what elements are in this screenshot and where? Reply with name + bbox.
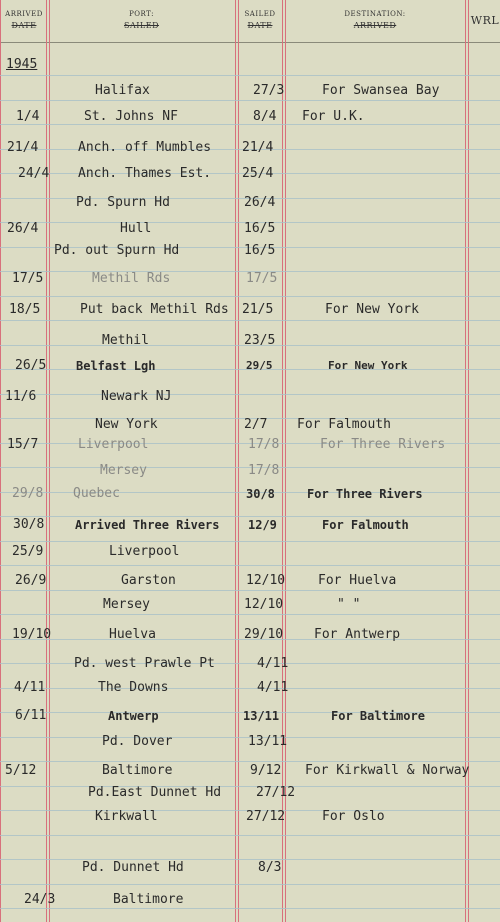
year-heading: 1945 (6, 57, 38, 72)
sailed-date-header (235, 0, 285, 42)
port-cell: Pd. out Spurn Hd (54, 243, 180, 258)
arrived-date-cell: 26/4 (7, 221, 39, 236)
port-cell: Antwerp (108, 709, 159, 723)
arrived-date-cell: 25/9 (12, 544, 44, 559)
arrived-dest-label: ARRIVED (353, 21, 397, 30)
sailed-date-cell: 13/11 (248, 734, 288, 749)
destination-header (285, 0, 465, 42)
port-cell: Halifax (95, 83, 150, 98)
port-cell: St. Johns NF (84, 109, 178, 124)
destination-cell: For New York (325, 302, 419, 317)
arrived-date-cell: 5/12 (5, 763, 37, 778)
sailed-date-cell: 27/3 (253, 83, 285, 98)
sailed-date-cell: 17/5 (246, 271, 278, 286)
date-header-label: DATE (11, 21, 37, 30)
arrived-date-header (0, 0, 48, 42)
port-cell: Hull (120, 221, 152, 236)
sailed-date-cell: 26/4 (244, 195, 276, 210)
ruled-line (0, 688, 500, 689)
port-cell: Anch. Thames Est. (78, 166, 212, 181)
ruled-line (0, 541, 500, 542)
wr-header-label: WRL (470, 14, 500, 27)
sailed-date-cell: 30/8 (246, 487, 275, 501)
port-cell: Put back Methil Rds (80, 302, 229, 317)
sailed-date-cell: 9/12 (250, 763, 282, 778)
column-rule (238, 0, 239, 922)
destination-cell: For Three Rivers (320, 437, 446, 452)
port-cell: Methil (102, 333, 149, 348)
port-cell: Belfast Lgh (76, 359, 156, 373)
port-cell: Pd. Spurn Hd (76, 195, 170, 210)
port-cell: Garston (121, 573, 176, 588)
destination-cell: For Falmouth (322, 518, 409, 532)
ruled-line (0, 516, 500, 517)
destination-cell: " " (337, 597, 361, 612)
sailed-date-cell: 8/3 (258, 860, 282, 875)
destination-cell: For Swansea Bay (322, 83, 440, 98)
ruled-line (0, 884, 500, 885)
sailed-date-cell: 29/5 (246, 359, 273, 372)
arrived-date-cell: 29/8 (12, 486, 44, 501)
port-cell: Methil Rds (92, 271, 171, 286)
arrived-date-cell: 24/3 (24, 892, 56, 907)
destination-cell: For Falmouth (297, 417, 391, 432)
port-cell: Arrived Three Rivers (75, 518, 220, 532)
wr-header (465, 0, 500, 42)
destination-cell: For Kirkwall & Norway (305, 763, 470, 778)
destination-header-label: DESTINATION: (344, 10, 406, 18)
sailed-date-cell: 8/4 (253, 109, 277, 124)
arrived-date-cell: 15/7 (7, 437, 39, 452)
arrived-header-label: ARRIVED (5, 10, 43, 18)
arrived-date-cell: 1/4 (16, 109, 40, 124)
port-cell: Kirkwall (95, 809, 158, 824)
ledger-header (0, 0, 500, 43)
port-cell: New York (95, 417, 158, 432)
ruled-line (0, 394, 500, 395)
sailed-header-label: SAILED (124, 21, 159, 30)
sailed-date-cell: 12/9 (248, 518, 277, 532)
ruled-line (0, 75, 500, 76)
sailed-date-cell: 4/11 (257, 680, 289, 695)
sailed-date-cell: 4/11 (257, 656, 289, 671)
ruled-line (0, 614, 500, 615)
arrived-date-cell: 6/11 (15, 708, 47, 723)
ruled-line (0, 908, 500, 909)
ruled-line (0, 590, 500, 591)
port-cell: Baltimore (102, 763, 173, 778)
arrived-date-cell: 26/9 (15, 573, 47, 588)
sailed-date-cell: 16/5 (244, 243, 276, 258)
port-cell: Huelva (109, 627, 156, 642)
sailed-date-sub-label: DATE (247, 21, 273, 30)
sailed-date-cell: 27/12 (256, 785, 296, 800)
port-cell: Pd. west Prawle Pt (74, 656, 215, 671)
port-header (48, 0, 235, 42)
sailed-date-cell: 21/4 (242, 140, 274, 155)
destination-cell: For U.K. (302, 109, 365, 124)
sailed-date-cell: 17/8 (248, 463, 280, 478)
port-cell: Mersey (100, 463, 147, 478)
arrived-date-cell: 11/6 (5, 389, 37, 404)
sailed-date-cell: 17/8 (248, 437, 280, 452)
column-rule (282, 0, 283, 922)
port-cell: The Downs (98, 680, 169, 695)
sailed-date-cell: 21/5 (242, 302, 274, 317)
sailed-date-cell: 12/10 (246, 573, 286, 588)
port-cell: Liverpool (109, 544, 180, 559)
port-cell: Mersey (103, 597, 150, 612)
ruled-line (0, 124, 500, 125)
port-cell: Baltimore (113, 892, 184, 907)
ruled-line (0, 320, 500, 321)
destination-cell: For Oslo (322, 809, 385, 824)
port-header-label: PORT: (129, 10, 154, 18)
column-rule (468, 0, 469, 922)
column-rule (235, 0, 236, 922)
column-rule (46, 0, 47, 922)
port-cell: Quebec (73, 486, 120, 501)
destination-cell: For Baltimore (331, 709, 425, 723)
port-cell: Pd. Dover (102, 734, 173, 749)
destination-cell: For Huelva (318, 573, 397, 588)
sailed-date-cell: 13/11 (243, 709, 280, 723)
ruled-line (0, 565, 500, 566)
column-rule (465, 0, 466, 922)
arrived-date-cell: 17/5 (12, 271, 44, 286)
sailed-date-cell: 2/7 (244, 417, 268, 432)
arrived-date-cell: 30/8 (13, 517, 45, 532)
arrived-date-cell: 21/4 (7, 140, 39, 155)
column-rule (49, 0, 50, 922)
ruled-line (0, 786, 500, 787)
sailed-date-label: SAILED (244, 10, 276, 18)
port-cell: Newark NJ (101, 389, 172, 404)
arrived-date-cell: 26/5 (15, 358, 47, 373)
column-rule (285, 0, 286, 922)
ruled-line (0, 761, 500, 762)
ruled-line (0, 859, 500, 860)
sailed-date-cell: 16/5 (244, 221, 276, 236)
arrived-date-cell: 24/4 (18, 166, 50, 181)
destination-cell: For Antwerp (314, 627, 401, 642)
arrived-date-cell: 19/10 (12, 627, 52, 642)
sailed-date-cell: 25/4 (242, 166, 274, 181)
sailed-date-cell: 29/10 (244, 627, 284, 642)
port-cell: Anch. off Mumbles (78, 140, 212, 155)
sailed-date-cell: 12/10 (244, 597, 284, 612)
column-rule (0, 0, 1, 922)
destination-cell: For Three Rivers (307, 487, 423, 501)
ruled-line (0, 100, 500, 101)
port-cell: Pd. Dunnet Hd (82, 860, 184, 875)
arrived-date-cell: 18/5 (9, 302, 41, 317)
ruled-line (0, 296, 500, 297)
ruled-line (0, 835, 500, 836)
sailed-date-cell: 27/12 (246, 809, 286, 824)
port-cell: Liverpool (78, 437, 149, 452)
sailed-date-cell: 23/5 (244, 333, 276, 348)
destination-cell: For New York (328, 359, 408, 372)
arrived-date-cell: 4/11 (14, 680, 46, 695)
port-cell: Pd.East Dunnet Hd (88, 785, 222, 800)
